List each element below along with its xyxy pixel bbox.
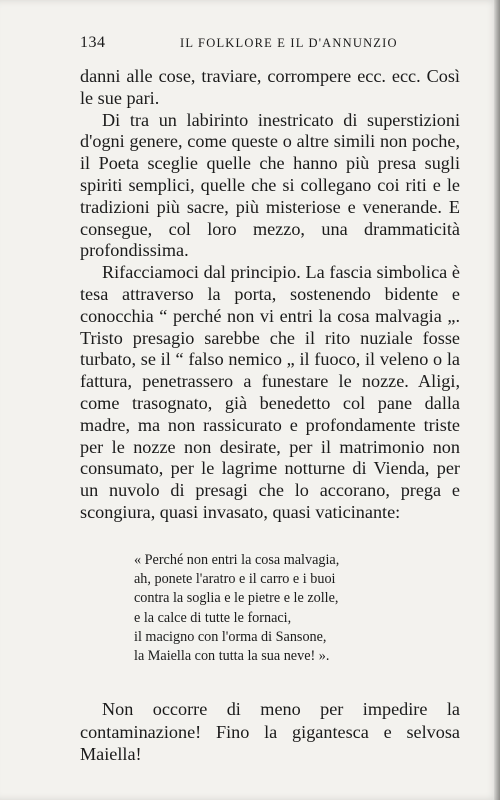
paragraph-continuation: danni alle cose, traviare, corrompere ecc. ecc. Così le sue pari. [80,66,460,108]
body-text [80,66,460,524]
verse-line: la Maiella con tutta la sua neve! ». [134,648,330,665]
running-head [80,34,460,52]
closing-paragraph: Non occorre di meno per impedire la contaminazione! Fino la gigantesca e selvosa Maiella! [80,699,460,765]
running-title: IL FOLKLORE E IL D'ANNUNZIO [180,36,398,50]
verse-quotation [134,551,434,666]
verse-line: contra la soglia e le pietre e le zolle, [134,590,339,607]
verse-line: ah, ponete l'aratro e il carro e i buoi [134,571,336,588]
paragraph-principle: Rifacciamoci dal principio. La fascia simbolica è tesa attraverso la porta, sostenendo bidente e conocchia “ perché non vi entri la cosa malvagia „. Tristo presagio sarebbe che il rito nuziale fosse turbato, se il “ falso nemico „ il fuoco, il veleno o la fattura, penetrassero a funestare le nozze. Aligi, come trasognato, già benedetto col pane dalla madre, ma non rassicurato e profondamente triste per le nozze non desirate, per il matrimonio non consumato, per le lagrime notturne di Vienda, per un nuvolo di presagi che lo accorano, prega e scongiura, quasi invasato, quasi vaticinante: [80,262,460,522]
verse-line: e la calce di tutte le fornaci, [134,609,292,626]
verse-line: il macigno con l'orma di Sansone, [134,628,327,645]
page-edge-shadow [494,0,500,800]
verse-line: « Perché non entri la cosa malvagia, [134,552,340,568]
paragraph-superstitions: Di tra un labirinto inestricato di superstizioni d'ogni genere, come queste o altre simili non poche, il Poeta sceglie quelle che hanno più presa sugli spiriti semplici, quelle che si collegano coi riti e le tradizioni più sacre, più misteriose e venerande. E consegue, col loro mezzo, una drammaticità profondissima. [80,109,460,261]
page-number: 134 [80,34,106,51]
